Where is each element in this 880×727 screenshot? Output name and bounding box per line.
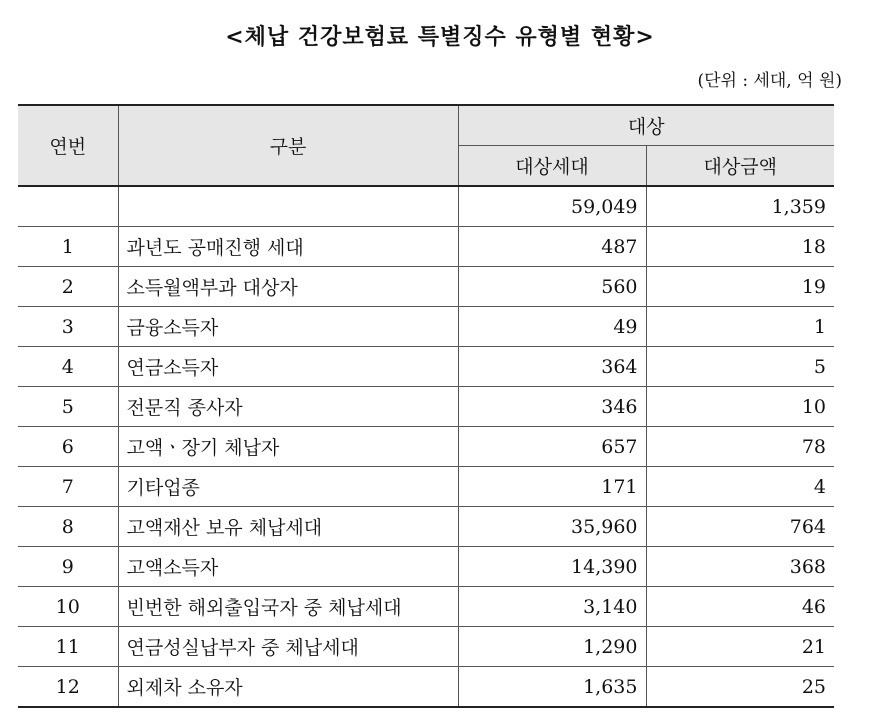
row-category: 외제차 소유자 bbox=[118, 667, 458, 708]
row-amount: 764 bbox=[646, 507, 834, 547]
header-category: 구분 bbox=[118, 105, 458, 186]
row-households: 171 bbox=[458, 467, 646, 507]
total-no bbox=[18, 186, 118, 227]
row-no: 12 bbox=[18, 667, 118, 708]
row-amount: 5 bbox=[646, 347, 834, 387]
row-households: 487 bbox=[458, 227, 646, 267]
table-row bbox=[18, 427, 834, 467]
row-no: 9 bbox=[18, 547, 118, 587]
header-target: 대상 bbox=[458, 105, 834, 146]
total-households: 59,049 bbox=[458, 186, 646, 227]
header-households: 대상세대 bbox=[458, 146, 646, 187]
row-amount: 1 bbox=[646, 307, 834, 347]
row-households: 657 bbox=[458, 427, 646, 467]
row-no: 11 bbox=[18, 627, 118, 667]
row-amount: 18 bbox=[646, 227, 834, 267]
row-category: 빈번한 해외출입국자 중 체납세대 bbox=[118, 587, 458, 627]
row-amount: 46 bbox=[646, 587, 834, 627]
row-category: 고액소득자 bbox=[118, 547, 458, 587]
table-row bbox=[18, 227, 834, 267]
row-households: 35,960 bbox=[458, 507, 646, 547]
row-amount: 4 bbox=[646, 467, 834, 507]
row-no: 5 bbox=[18, 387, 118, 427]
row-no: 8 bbox=[18, 507, 118, 547]
status-table bbox=[18, 104, 834, 708]
table-row bbox=[18, 387, 834, 427]
table-row bbox=[18, 467, 834, 507]
row-households: 3,140 bbox=[458, 587, 646, 627]
row-households: 1,290 bbox=[458, 627, 646, 667]
total-category bbox=[118, 186, 458, 227]
row-category: 소득월액부과 대상자 bbox=[118, 267, 458, 307]
row-category: 과년도 공매진행 세대 bbox=[118, 227, 458, 267]
table-row bbox=[18, 267, 834, 307]
row-amount: 25 bbox=[646, 667, 834, 708]
row-category: 고액ㆍ장기 체납자 bbox=[118, 427, 458, 467]
table-row bbox=[18, 347, 834, 387]
table-row bbox=[18, 627, 834, 667]
row-no: 3 bbox=[18, 307, 118, 347]
row-category: 금융소득자 bbox=[118, 307, 458, 347]
row-amount: 10 bbox=[646, 387, 834, 427]
row-amount: 368 bbox=[646, 547, 834, 587]
row-households: 14,390 bbox=[458, 547, 646, 587]
row-category: 전문직 종사자 bbox=[118, 387, 458, 427]
row-amount: 19 bbox=[646, 267, 834, 307]
row-no: 6 bbox=[18, 427, 118, 467]
header-amount: 대상금액 bbox=[646, 146, 834, 187]
table-row bbox=[18, 507, 834, 547]
row-households: 560 bbox=[458, 267, 646, 307]
row-category: 기타업종 bbox=[118, 467, 458, 507]
table-row bbox=[18, 667, 834, 708]
table-row bbox=[18, 307, 834, 347]
unit-note: (단위 : 세대, 억 원) bbox=[697, 71, 842, 91]
row-amount: 21 bbox=[646, 627, 834, 667]
total-row bbox=[18, 186, 834, 227]
page-title: <체납 건강보험료 특별징수 유형별 현황> bbox=[225, 24, 655, 50]
table-row bbox=[18, 547, 834, 587]
row-amount: 78 bbox=[646, 427, 834, 467]
row-category: 연금소득자 bbox=[118, 347, 458, 387]
total-amount: 1,359 bbox=[646, 186, 834, 227]
row-households: 346 bbox=[458, 387, 646, 427]
header-no: 연번 bbox=[18, 105, 118, 186]
row-no: 1 bbox=[18, 227, 118, 267]
row-households: 1,635 bbox=[458, 667, 646, 708]
row-no: 10 bbox=[18, 587, 118, 627]
row-no: 7 bbox=[18, 467, 118, 507]
row-households: 364 bbox=[458, 347, 646, 387]
row-category: 연금성실납부자 중 체납세대 bbox=[118, 627, 458, 667]
row-no: 2 bbox=[18, 267, 118, 307]
row-no: 4 bbox=[18, 347, 118, 387]
row-households: 49 bbox=[458, 307, 646, 347]
row-category: 고액재산 보유 체납세대 bbox=[118, 507, 458, 547]
table-row bbox=[18, 587, 834, 627]
